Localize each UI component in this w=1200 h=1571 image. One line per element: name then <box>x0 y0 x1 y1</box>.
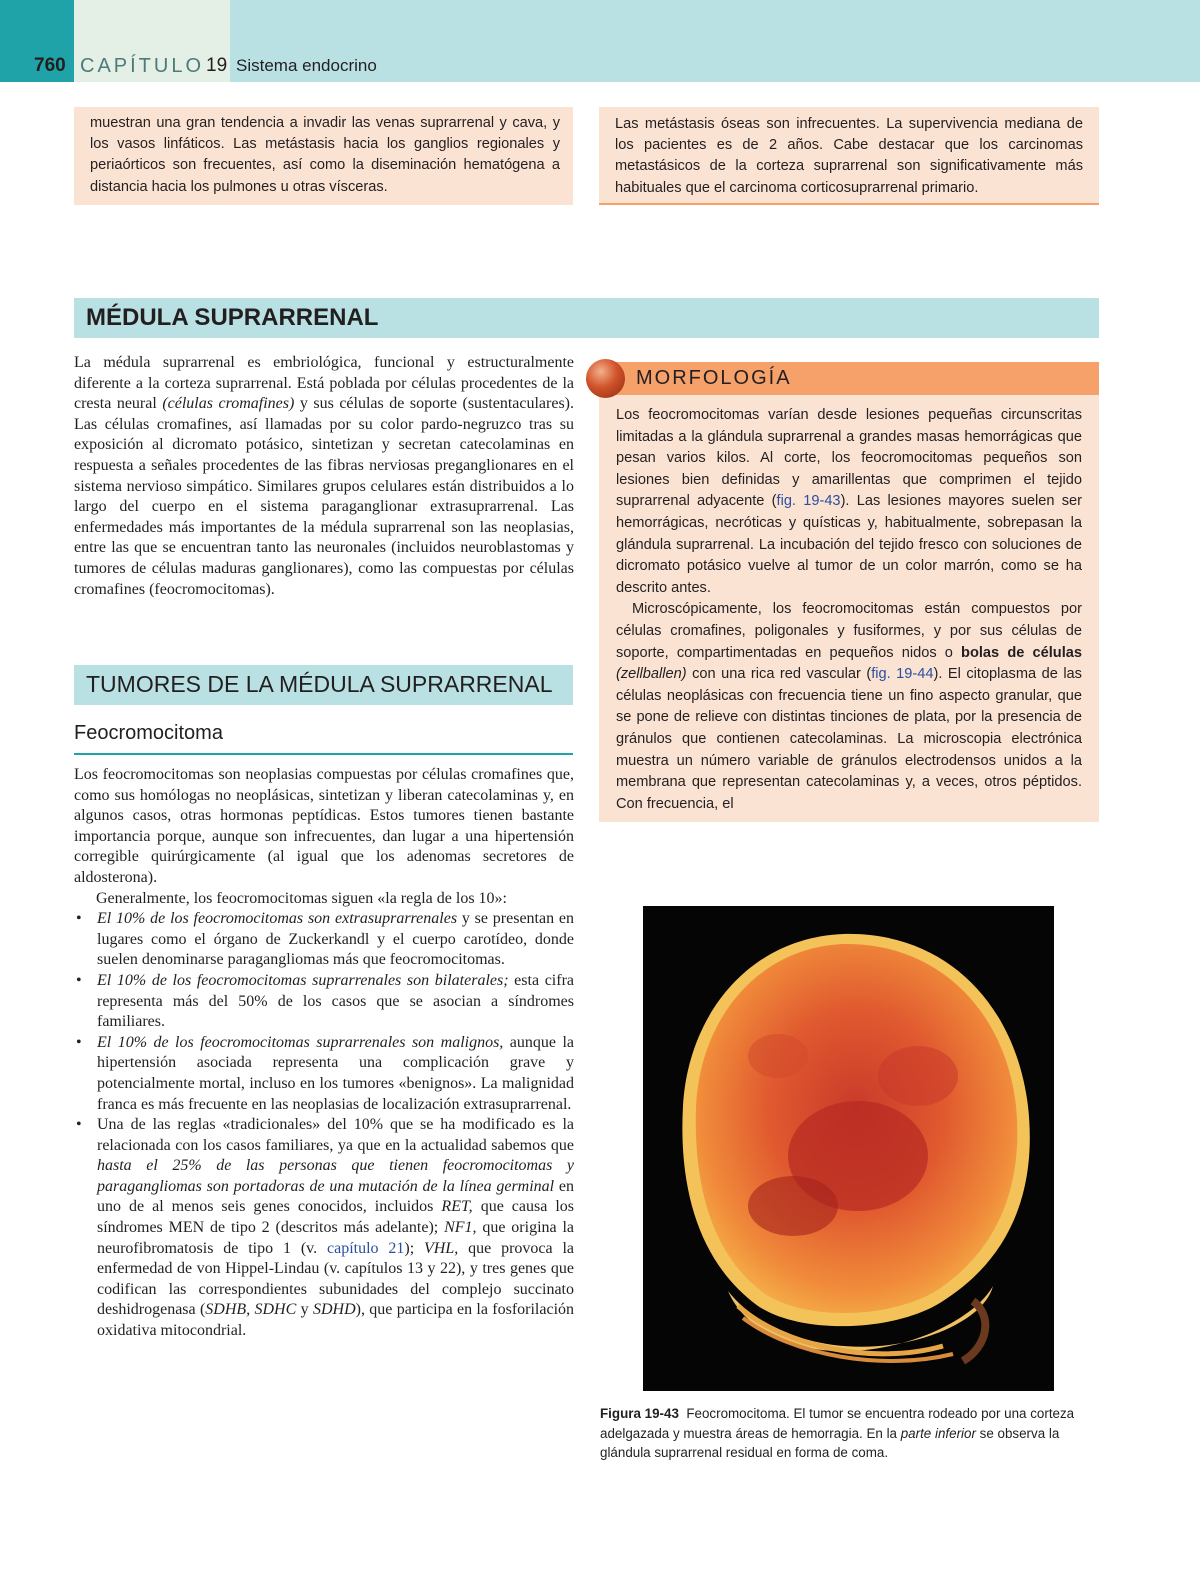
medula-intro <box>74 353 574 600</box>
chapter-title: Sistema endocrino <box>236 56 377 75</box>
figure-photo <box>643 906 1054 1391</box>
chapter-21-link[interactable]: capítulo 21 <box>326 1239 405 1257</box>
subtitle-feocromocitoma: Feocromocitoma <box>74 722 223 744</box>
fig-19-44-link[interactable]: fig. 19-44 <box>871 666 934 683</box>
page-number: 760 <box>34 55 66 76</box>
header-light-band <box>74 0 230 45</box>
section-title-tumores: TUMORES DE LA MÉDULA SUPRARRENAL <box>86 671 553 697</box>
list-item: • El 10% de los feocromocitomas son extrasuprarrenales y se presentan en lugares como el órgano de Zuckerkandl y el cuerpo carotídeo, donde suelen denominarse paragangliomas más que feocromocitomas. <box>74 909 574 971</box>
morfologia-text <box>616 405 1082 815</box>
chapter-word: CAPÍTULO <box>80 55 205 77</box>
chapter-number: 19 <box>206 55 228 76</box>
top-right-box-text: Las metástasis óseas son infrecuentes. La supervivencia mediana de los pacientes es de 2 años. Cabe destacar que los carcinomas metastásicos de la corteza suprarrenal son significativamente más habituales que el carcinoma corticosuprarrenal primario. <box>615 116 1083 196</box>
figure-label: Figura 19-43 <box>600 1406 679 1421</box>
subtitle-underline <box>74 753 573 755</box>
morfologia-title: MORFOLOGÍA <box>636 367 792 389</box>
figure-caption: Figura 19-43 Feocromocitoma. El tumor se encuentra rodeado por una corteza adelgazada y muestra áreas de hemorragia. En la parte inferior se observa la glándula suprarrenal residual en forma de coma. <box>600 1406 1075 1460</box>
fig-19-43-link[interactable]: fig. 19-43 <box>776 493 841 510</box>
tumores-para-2: Generalmente, los feocromocitomas siguen «la regla de los 10»: <box>96 889 507 907</box>
morfologia-para-1: Los feocromocitomas varían desde lesiones pequeñas circunscritas limitadas a la glándula suprarrenal a grandes masas hemorrágicas que pesan varios kilos. Al corte, los feocromocitomas pequeños son lesiones bien definidas y amarillentas que comprimen el tejido suprarrenal adyacente (fig. 19-43). Las lesiones mayores suelen ser hemorrágicas, necróticas y quísticas y, habitualmente, sobrepasan la glándula suprarrenal. La incubación del tejido fresco con soluciones de dicromato potásico vuelve al tumor de un color marrón, como se ha descrito antes. <box>616 407 1082 596</box>
top-left-box-text: muestran una gran tendencia a invadir las venas suprarrenal y cava, y los vasos linfáticos. Las metástasis hacia los ganglios regionales y periaórticos son frecuentes, así como la diseminación hematógena a distancia hacia los pulmones u otras vísceras. <box>90 115 560 195</box>
tumores-para-1: Los feocromocitomas son neoplasias compuestas por células cromafines que, como sus homólogas no neoplásicas, sintetizan y liberan catecolaminas y, en algunos casos, otras hormonas peptídicas. Estos tumores tienen bastante importancia porque, aunque son infrecuentes, dan lugar a una hipertensión corregible quirúrgicamente (al igual que los adenomas secretores de aldosterona). <box>74 766 574 886</box>
top-right-box-rule <box>599 203 1099 205</box>
tumores-body <box>74 765 574 1342</box>
header-main-band <box>230 0 1200 45</box>
list-item: • El 10% de los feocromocitomas suprarrenales son malignos, aunque la hipertensión asociada representa una complicación grave y potencialmente mortal, incluso en los tumores «benignos». La malignidad franca es más frecuente en las neoplasias de localización extrasuprarrenal. <box>74 1033 574 1115</box>
medula-intro-paragraph: La médula suprarrenal es embriológica, funcional y estructuralmente diferente a la corteza suprarrenal. Está poblada por células procedentes de la cresta neural (células cromafines) y sus células de soporte (sustentaculares). Las células cromafines, así llamadas por su color pardo-negruzco tras su exposición al dicromato potásico, sintetizan y secretan catecolaminas en respuesta a señales procedentes de las fibras nerviosas preganglionares en el sistema nervioso simpático. Similares grupos celulares están distribuidos a lo largo del cuerpo en el sistema paraganglionar extrasuprarrenal. Las enfermedades más importantes de la médula suprarrenal son las neoplasias, entre las que se encuentran tanto las neuronales (incluidos neuroblastomas y tumores de células maduras ganglionares), como las compuestas por células cromafines (feocromocitomas). <box>74 354 574 598</box>
tumor-photo-illustration <box>643 906 1054 1391</box>
rule-of-10-list <box>74 909 574 1341</box>
section-bar-tumores <box>74 665 573 705</box>
list-item: • El 10% de los feocromocitomas suprarrenales son bilaterales; esta cifra representa más del 50% de los casos que se asocian a síndromes familiares. <box>74 971 574 1033</box>
morfologia-para-2: Microscópicamente, los feocromocitomas están compuestos por células cromafines, poligonales y fusiformes, y por sus células de soporte, compartimentadas en pequeños nidos o bolas de células (zellballen) con una rica red vascular (fig. 19-44). El citoplasma de las células neoplásicas con frecuencia tiene un fino aspecto granular, que se pone de relieve con distintas tinciones de plata, por la presencia de gránulos que contienen catecolaminas. La microscopia electrónica muestra un número variable de gránulos electrodensos unidos a la membrana que representan catecolaminas y, a veces, otros péptidos. Con frecuencia, el <box>616 601 1082 812</box>
top-right-box <box>599 107 1099 203</box>
morfologia-ball-icon <box>586 359 625 398</box>
top-left-box <box>74 107 573 205</box>
section-title-medula: MÉDULA SUPRARRENAL <box>86 304 379 331</box>
section-bar-medula <box>74 298 1099 338</box>
list-item: • Una de las reglas «tradicionales» del 10% que se ha modificado es la relacionada con los casos familiares, ya que en la actualidad sabemos que hasta el 25% de las personas que tienen feocromocitomas y paragangliomas son portadoras de una mutación de la línea germinal en uno de al menos seis genes conocidos, incluidos RET, que causa los síndromes MEN de tipo 2 (descritos más adelante); NF1, que origina la neurofibromatosis de tipo 1 (v. capítulo 21); VHL, que provoca la enfermedad de von Hippel-Lindau (v. capítulos 13 y 22), y tres genes que codifican las correspondientes subunidades del complejo succinato deshidrogenasa (SDHB, SDHC y SDHD), que participa en la fosforilación oxidativa mitocondrial. <box>74 1115 574 1342</box>
